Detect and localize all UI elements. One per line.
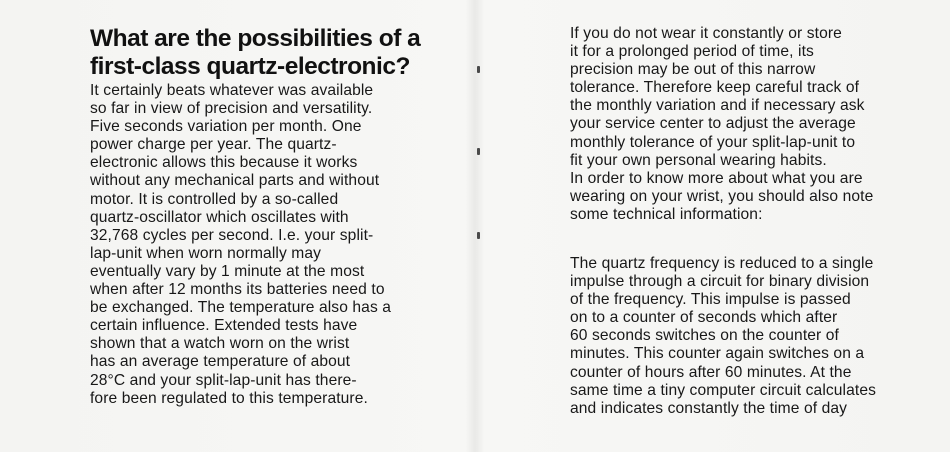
heading-line: first-class quartz-electronic? — [90, 53, 410, 80]
text-line: certain influence. Extended tests have — [90, 317, 358, 335]
text-line: minutes. This counter again switches on a — [570, 345, 865, 363]
text-line: be exchanged. The temperature also has a — [90, 299, 392, 317]
text-line: on to a counter of seconds which after — [570, 309, 838, 327]
text-line: fit your own personal wearing habits. — [570, 151, 827, 169]
text-line: monthly tolerance of your split-lap-unit to — [570, 133, 856, 151]
text-line: the monthly variation and if necessary ask — [570, 97, 865, 115]
text-line: and indicates constantly the time of day — [570, 399, 848, 417]
text-line: electronic allows this because it works — [90, 154, 358, 172]
text-line: In order to know more about what you are — [570, 169, 863, 187]
text-line: has an average temperature of about — [90, 353, 351, 371]
page-heading — [90, 25, 450, 81]
text-line: without any mechanical parts and without — [90, 172, 380, 190]
text-line: impulse through a circuit for binary division — [570, 273, 870, 291]
text-line: Five seconds variation per month. One — [90, 118, 362, 136]
text-line: it for a prolonged period of time, its — [570, 43, 814, 61]
text-line: eventually vary by 1 minute at the most — [90, 262, 365, 280]
text-line: fore been regulated to this temperature. — [90, 389, 368, 407]
text-line: your service center to adjust the average — [570, 115, 856, 133]
text-line: power charge per year. The quartz- — [90, 136, 337, 154]
text-line: 32,768 cycles per second. I.e. your split- — [90, 226, 374, 244]
text-line: wearing on your wrist, you should also note — [570, 187, 874, 205]
text-line: If you do not wear it constantly or store — [570, 25, 842, 42]
text-line: lap-unit when worn normally may — [90, 244, 322, 262]
heading-line: What are the possibilities of a — [90, 25, 421, 52]
binding-staple-top — [477, 66, 480, 73]
text-line: quartz-oscillator which oscillates with — [90, 208, 349, 226]
text-line: counter of hours after 60 minutes. At the — [570, 363, 852, 381]
text-line: 28°C and your split-lap-unit has there- — [90, 371, 357, 389]
text-line: The quartz frequency is reduced to a single — [570, 255, 874, 272]
right-paragraph-2 — [570, 255, 876, 418]
left-body-text — [90, 82, 391, 408]
text-line: same time a tiny computer circuit calculates — [570, 381, 876, 399]
text-line: tolerance. Therefore keep careful track of — [570, 79, 860, 97]
binding-staple-bottom — [477, 232, 480, 239]
text-line: shown that a watch worn on the wrist — [90, 335, 350, 353]
right-paragraph-1 — [570, 25, 873, 224]
text-line: some technical information: — [570, 205, 763, 223]
text-line: motor. It is controlled by a so-called — [90, 190, 339, 208]
text-line: 60 seconds switches on the counter of — [570, 327, 839, 345]
binding-staple-middle — [477, 148, 480, 155]
text-line: when after 12 months its batteries need to — [90, 281, 385, 299]
text-line: of the frequency. This impulse is passed — [570, 291, 851, 309]
text-line: It certainly beats whatever was available — [90, 82, 374, 99]
text-line: precision may be out of this narrow — [570, 61, 816, 79]
text-line: so far in view of precision and versatility. — [90, 100, 373, 118]
